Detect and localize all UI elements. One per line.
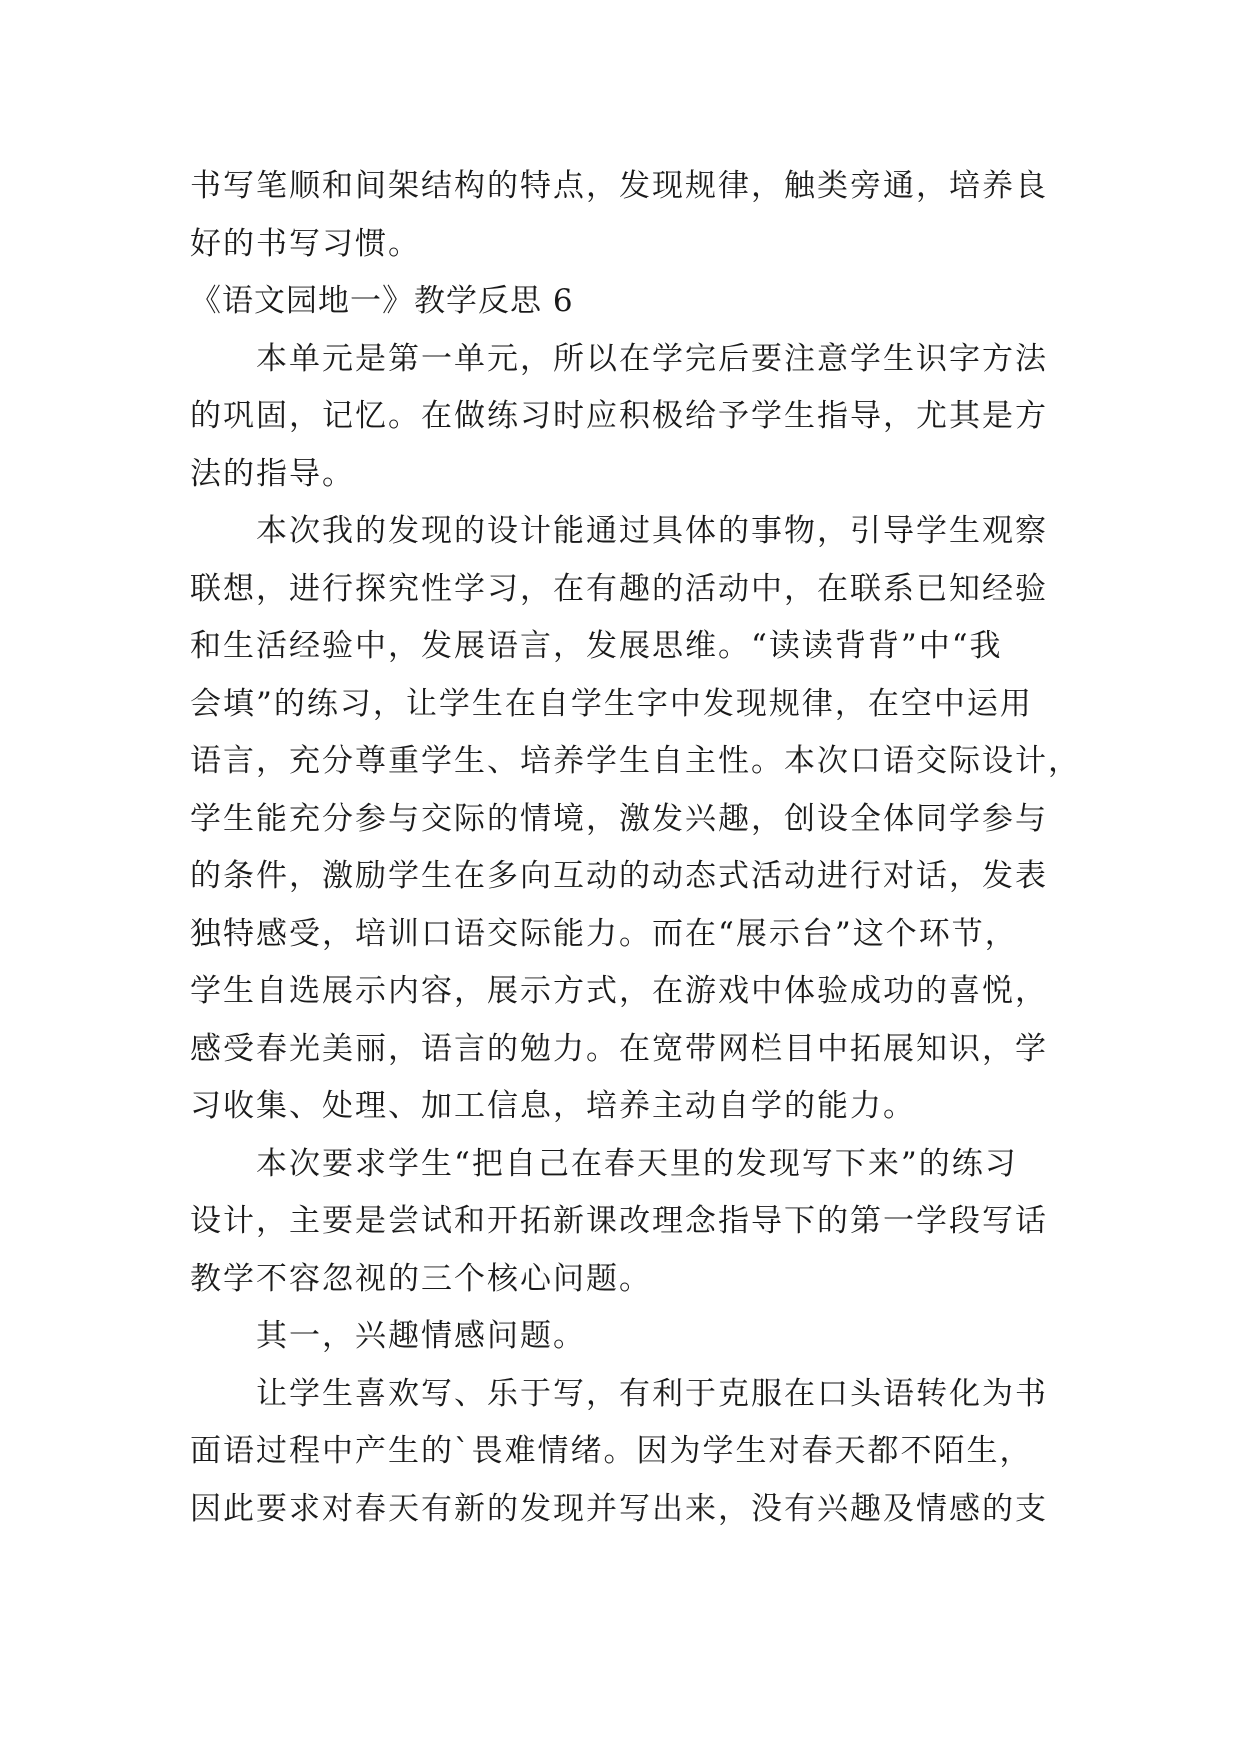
- text-line: 的条件，激励学生在多向互动的动态式活动进行对话，发表: [190, 858, 1048, 894]
- text-line: 学生能充分参与交际的情境，激发兴趣，创设全体同学参与: [190, 800, 1048, 837]
- text-line: 学生自选展示内容，展示方式，在游戏中体验成功的喜悦，: [190, 973, 1048, 1009]
- text-line: 独特感受，培训口语交际能力。而在“展示台”这个环节，: [190, 915, 1018, 952]
- paragraph-first-line: 其一，兴趣情感问题。: [256, 1318, 586, 1354]
- text-line: 习收集、处理、加工信息，培养主动自学的能力。: [190, 1088, 916, 1124]
- text-line: 因此要求对春天有新的发现并写出来，没有兴趣及情感的支: [190, 1490, 1048, 1527]
- text-line: 语言，充分尊重学生、培养学生自主性。本次口语交际设计，: [190, 743, 1081, 779]
- text-line: 感受春光美丽，语言的勉力。在宽带网栏目中拓展知识，学: [190, 1030, 1048, 1067]
- text-line: 法的指导。: [190, 455, 355, 492]
- document-body: [190, 158, 1081, 1538]
- section-heading: 《语文园地一》教学反思 6: [190, 283, 574, 319]
- paragraph-first-line: 本次我的发现的设计能通过具体的事物，引导学生观察: [256, 513, 1048, 549]
- paragraph-first-line: 让学生喜欢写、乐于写，有利于克服在口头语转化为书: [256, 1375, 1048, 1412]
- text-line: 联想，进行探究性学习，在有趣的活动中，在联系已知经验: [190, 570, 1048, 607]
- text-line: 教学不容忽视的三个核心问题。: [190, 1260, 652, 1297]
- text-line: 面语过程中产生的`畏难情绪。因为学生对春天都不陌生，: [190, 1433, 1033, 1469]
- paragraph-first-line: 本单元是第一单元，所以在学完后要注意学生识字方法: [256, 340, 1048, 377]
- text-line: 的巩固，记忆。在做练习时应积极给予学生指导，尤其是方: [190, 398, 1048, 434]
- text-line: 会填”的练习，让学生在自学生字中发现规律，在空中运用: [190, 685, 1033, 722]
- text-line: 设计，主要是尝试和开拓新课改理念指导下的第一学段写话: [190, 1203, 1048, 1239]
- text-line: 书写笔顺和间架结构的特点，发现规律，触类旁通，培养良: [190, 168, 1048, 204]
- text-line: 好的书写习惯。: [190, 225, 421, 262]
- paragraph-first-line: 本次要求学生“把自己在春天里的发现写下来”的练习: [256, 1145, 1018, 1182]
- text-line: 和生活经验中，发展语言，发展思维。“读读背背”中“我: [190, 628, 1003, 664]
